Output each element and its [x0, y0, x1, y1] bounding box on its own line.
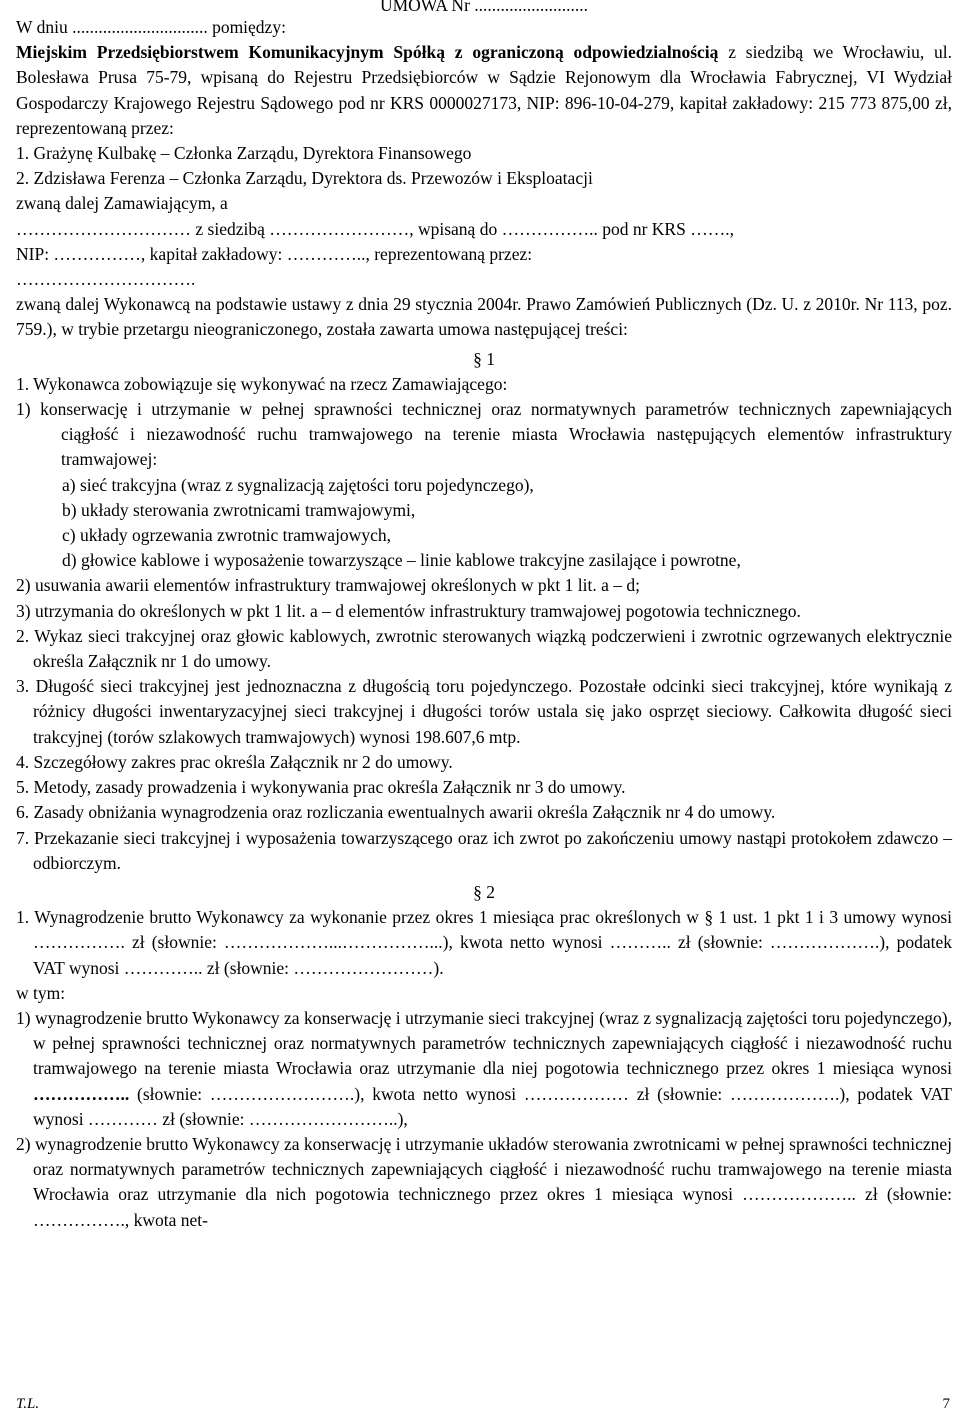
- wykonawca-paragraph: zwaną dalej Wykonawcą na podstawie ustawy z dnia 29 stycznia 2004r. Prawo Zamówień Publicznych (Dz. U. z 2010r. Nr 113, poz. 759.), w trybie przetargu nieograniczonego, została zawarta umowa następującej treści:: [16, 294, 952, 340]
- s1-point-1-2: 2) usuwania awarii elementów infrastruktury tramwajowej określonych w pkt 1 lit. a – d;: [16, 575, 641, 596]
- footer-initials: T.L.: [16, 1396, 40, 1412]
- s2-w-tym: w tym:: [16, 982, 66, 1003]
- s1-item-a: a) sieć trakcyjna (wraz z sygnalizacją zajętości toru pojedynczego),: [62, 474, 534, 495]
- party2-line-1: ………………………… z siedzibą ……………………, wpisaną do …………….. pod nr KRS …….,: [16, 218, 734, 239]
- s1-point-1: 1. Wykonawca zobowiązuje się wykonywać na rzecz Zamawiającego:: [16, 373, 508, 394]
- party1-details: z siedzibą we Wrocławiu, ul. Bolesława Prusa 75-79, wpisaną do Rejestru Przedsiębiorców w Sądzie Rejonowym dla Wrocławia Fabrycznej, VI Wydział Gospodarczy Krajowego Rejestru Sądowego pod nr KRS 0000027173, NIP: 896-10-04-279, kapitał zakładowy: 215 773 875,00 zł, reprezentowaną przez:: [16, 42, 952, 138]
- s1-item-b: b) układy sterowania zwrotnicami tramwajowymi,: [62, 499, 416, 520]
- party1-paragraph: [16, 40, 952, 141]
- representative-1: 1. Grażynę Kulbakę – Członka Zarządu, Dyrektora Finansowego: [16, 143, 472, 164]
- s2-item-1-amount: ……………..: [33, 1083, 130, 1104]
- s2-point-1: 1. Wynagrodzenie brutto Wykonawcy za wykonanie przez okres 1 miesiąca prac określonych w § 1 ust. 1 pkt 1 i 3 umowy wynosi ……………. zł (słownie: ………………...……………...), kwota netto wynosi ……….. zł (słownie: ……………….), podatek VAT wynosi ………….. zł (słownie: ……………………).: [16, 907, 952, 978]
- s2-item-1: [16, 1006, 952, 1132]
- s1-point-4: 4. Szczegółowy zakres prac określa Załącznik nr 2 do umowy.: [16, 751, 453, 772]
- s2-item-1-text-b: (słownie: …………………….), kwota netto wynosi ……………… zł (słownie: ……………….), podatek VAT wynosi ………… zł (słownie: ……………………..),: [33, 1083, 952, 1129]
- s1-point-1-1: 1) konserwację i utrzymanie w pełnej sprawności technicznej oraz normatywnych parametrów technicznych zapewniających ciągłość i niezawodność ruchu tramwajowego na terenie miasta Wrocławia następujących elementów infrastruktury tramwajowej:: [16, 399, 952, 470]
- date-line: W dniu ............................... pomiędzy:: [16, 17, 286, 37]
- s1-point-5: 5. Metody, zasady prowadzenia i wykonywania prac określa Załącznik nr 3 do umowy.: [16, 777, 626, 798]
- zamawiajacy-line: zwaną dalej Zamawiającym, a: [16, 193, 228, 214]
- contract-title: UMOWA Nr ..........................: [379, 0, 589, 15]
- s1-point-6: 6. Zasady obniżania wynagrodzenia oraz rozliczania ewentualnych awarii określa Załącznik nr 4 do umowy.: [16, 802, 776, 823]
- s2-item-2: 2) wynagrodzenie brutto Wykonawcy za konserwację i utrzymanie układów sterowania zwrotnicami w pełnej sprawności technicznej oraz normatywnych parametrów technicznych zapewniających ciągłość i niezawodność ruchu tramwajowego na terenie miasta Wrocławia oraz utrzymanie dla nich pogotowia technicznego przez okres 1 miesiąca wynosi ……………….. zł (słownie: ……………., kwota net-: [16, 1133, 952, 1230]
- page-number: 7: [942, 1396, 950, 1412]
- s1-item-c: c) układy ogrzewania zwrotnic tramwajowych,: [62, 525, 391, 546]
- s1-point-2: 2. Wykaz sieci trakcyjnej oraz głowic kablowych, zwrotnic sterowanych wiązką podczerwieni i zwrotnic ogrzewanych elektrycznie określa Załącznik nr 1 do umowy.: [16, 625, 952, 672]
- s1-point-3: 3. Długość sieci trakcyjnej jest jednoznaczna z długością toru pojedynczego. Pozostałe odcinki sieci trakcyjnej, które wynikają z różnicy długości inwentaryzacyjnej sieci trakcyjnej i długości torów ustala się jako osprzęt sieciowy. Całkowita długość sieci trakcyjnej (torów szlakowych tramwajowych) wynosi 198.607,6 mtp.: [16, 676, 952, 747]
- section-2-heading: § 2: [473, 881, 495, 902]
- representative-2: 2. Zdzisława Ferenza – Członka Zarządu, Dyrektora ds. Przewozów i Eksploatacji: [16, 168, 593, 189]
- s1-point-1-3: 3) utrzymania do określonych w pkt 1 lit. a – d elementów infrastruktury tramwajowej pogotowia technicznego.: [16, 600, 801, 621]
- s1-point-7: 7. Przekazanie sieci trakcyjnej i wyposażenia towarzyszącego oraz ich zwrot po zakończeniu umowy nastąpi protokołem zdawczo – odbiorczym.: [16, 827, 952, 873]
- party1-name: Miejskim Przedsiębiorstwem Komunikacyjnym Spółką z ograniczoną odpowiedzialnością: [16, 42, 719, 63]
- party2-line-2: NIP: ……………, kapitał zakładowy: ………….., reprezentowaną przez:: [16, 243, 533, 264]
- s1-item-d: d) głowice kablowe i wyposażenie towarzyszące – linie kablowe trakcyjne zasilające i powrotne,: [62, 550, 741, 571]
- party2-line-3: ………………………….: [16, 269, 196, 290]
- document-page: [16, 0, 952, 1233]
- s2-item-1-text-a: 1) wynagrodzenie brutto Wykonawcy za konserwację i utrzymanie sieci trakcyjnej (wraz z sygnalizacją zajętości toru pojedynczego), w pełnej sprawności technicznej oraz normatywnych parametrów technicznych zapewniających ciągłość i niezawodność ruchu tramwajowego na terenie miasta Wrocławia oraz utrzymanie dla niej pogotowia technicznego przez okres 1 miesiąca wynosi: [16, 1007, 952, 1079]
- section-1-heading: § 1: [473, 348, 495, 369]
